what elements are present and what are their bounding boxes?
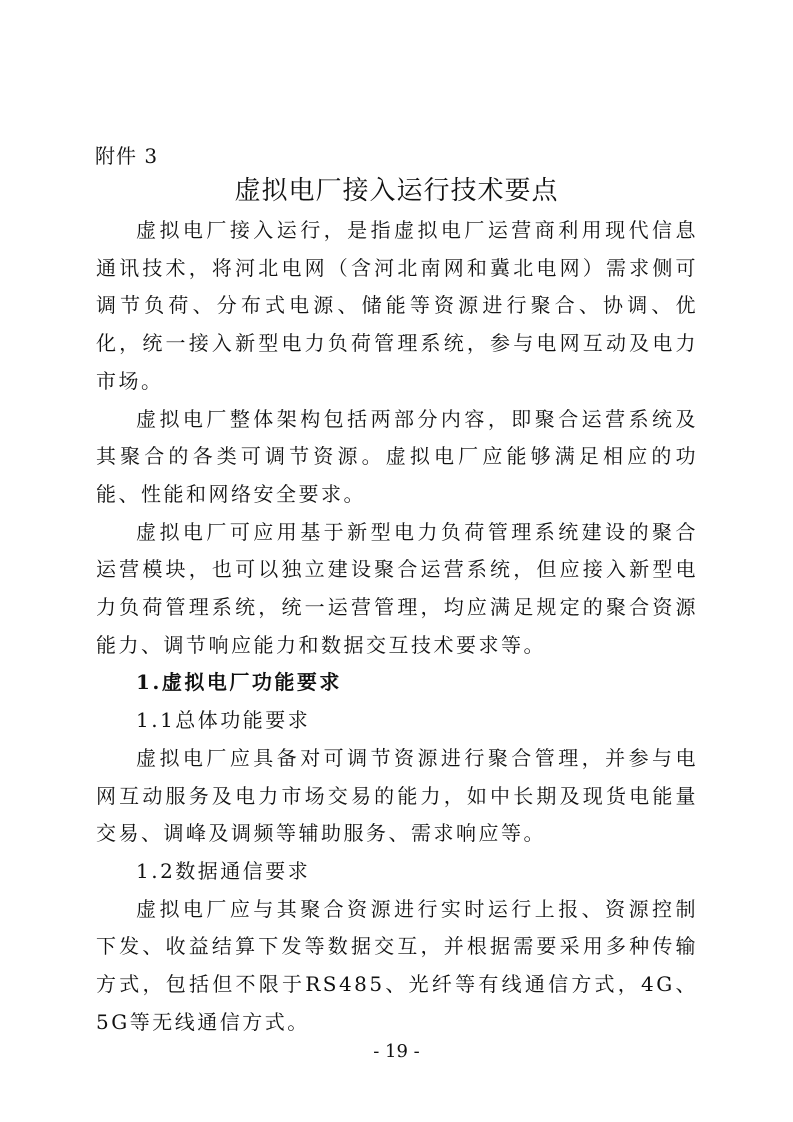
subsection-heading-1-1: 1.1总体功能要求 [136, 708, 311, 733]
page-number: - 19 - [373, 1041, 420, 1062]
document-title: 虚拟电厂接入运行技术要点 [234, 176, 559, 206]
subsection-heading-1-2: 1.2数据通信要求 [136, 858, 311, 883]
paragraph-architecture: 虚拟电厂整体架构包括两部分内容，即聚合运营系统及其聚合的各类可调节资源。虚拟电厂应能够满足相应的功能、性能和网络安全要求。 [96, 406, 698, 506]
paragraph-1-2: 虚拟电厂应与其聚合资源进行实时运行上报、资源控制下发、收益结算下发等数据交互，并根据需要采用多种传输方式，包括但不限于RS485、光纤等有线通信方式，4G、5G等无线通信方式。 [96, 896, 698, 1034]
paragraph-intro: 虚拟电厂接入运行，是指虚拟电厂运营商利用现代信息通讯技术，将河北电网（含河北南网和冀北电网）需求侧可调节负荷、分布式电源、储能等资源进行聚合、协调、优化，统一接入新型电力负荷管理系统，参与电网互动及电力市场。 [96, 218, 698, 393]
section-heading-1: 1.虚拟电厂功能要求 [136, 670, 342, 695]
document-body [96, 212, 698, 1041]
paragraph-application: 虚拟电厂可应用基于新型电力负荷管理系统建设的聚合运营模块，也可以独立建设聚合运营系统，但应接入新型电力负荷管理系统，统一运营管理，均应满足规定的聚合资源能力、调节响应能力和数据交互技术要求等。 [96, 519, 698, 657]
paragraph-1-1: 虚拟电厂应具备对可调节资源进行聚合管理，并参与电网互动服务及电力市场交易的能力，如中长期及现货电能量交易、调峰及调频等辅助服务、需求响应等。 [96, 745, 698, 846]
attachment-label: 附件 3 [95, 144, 159, 168]
